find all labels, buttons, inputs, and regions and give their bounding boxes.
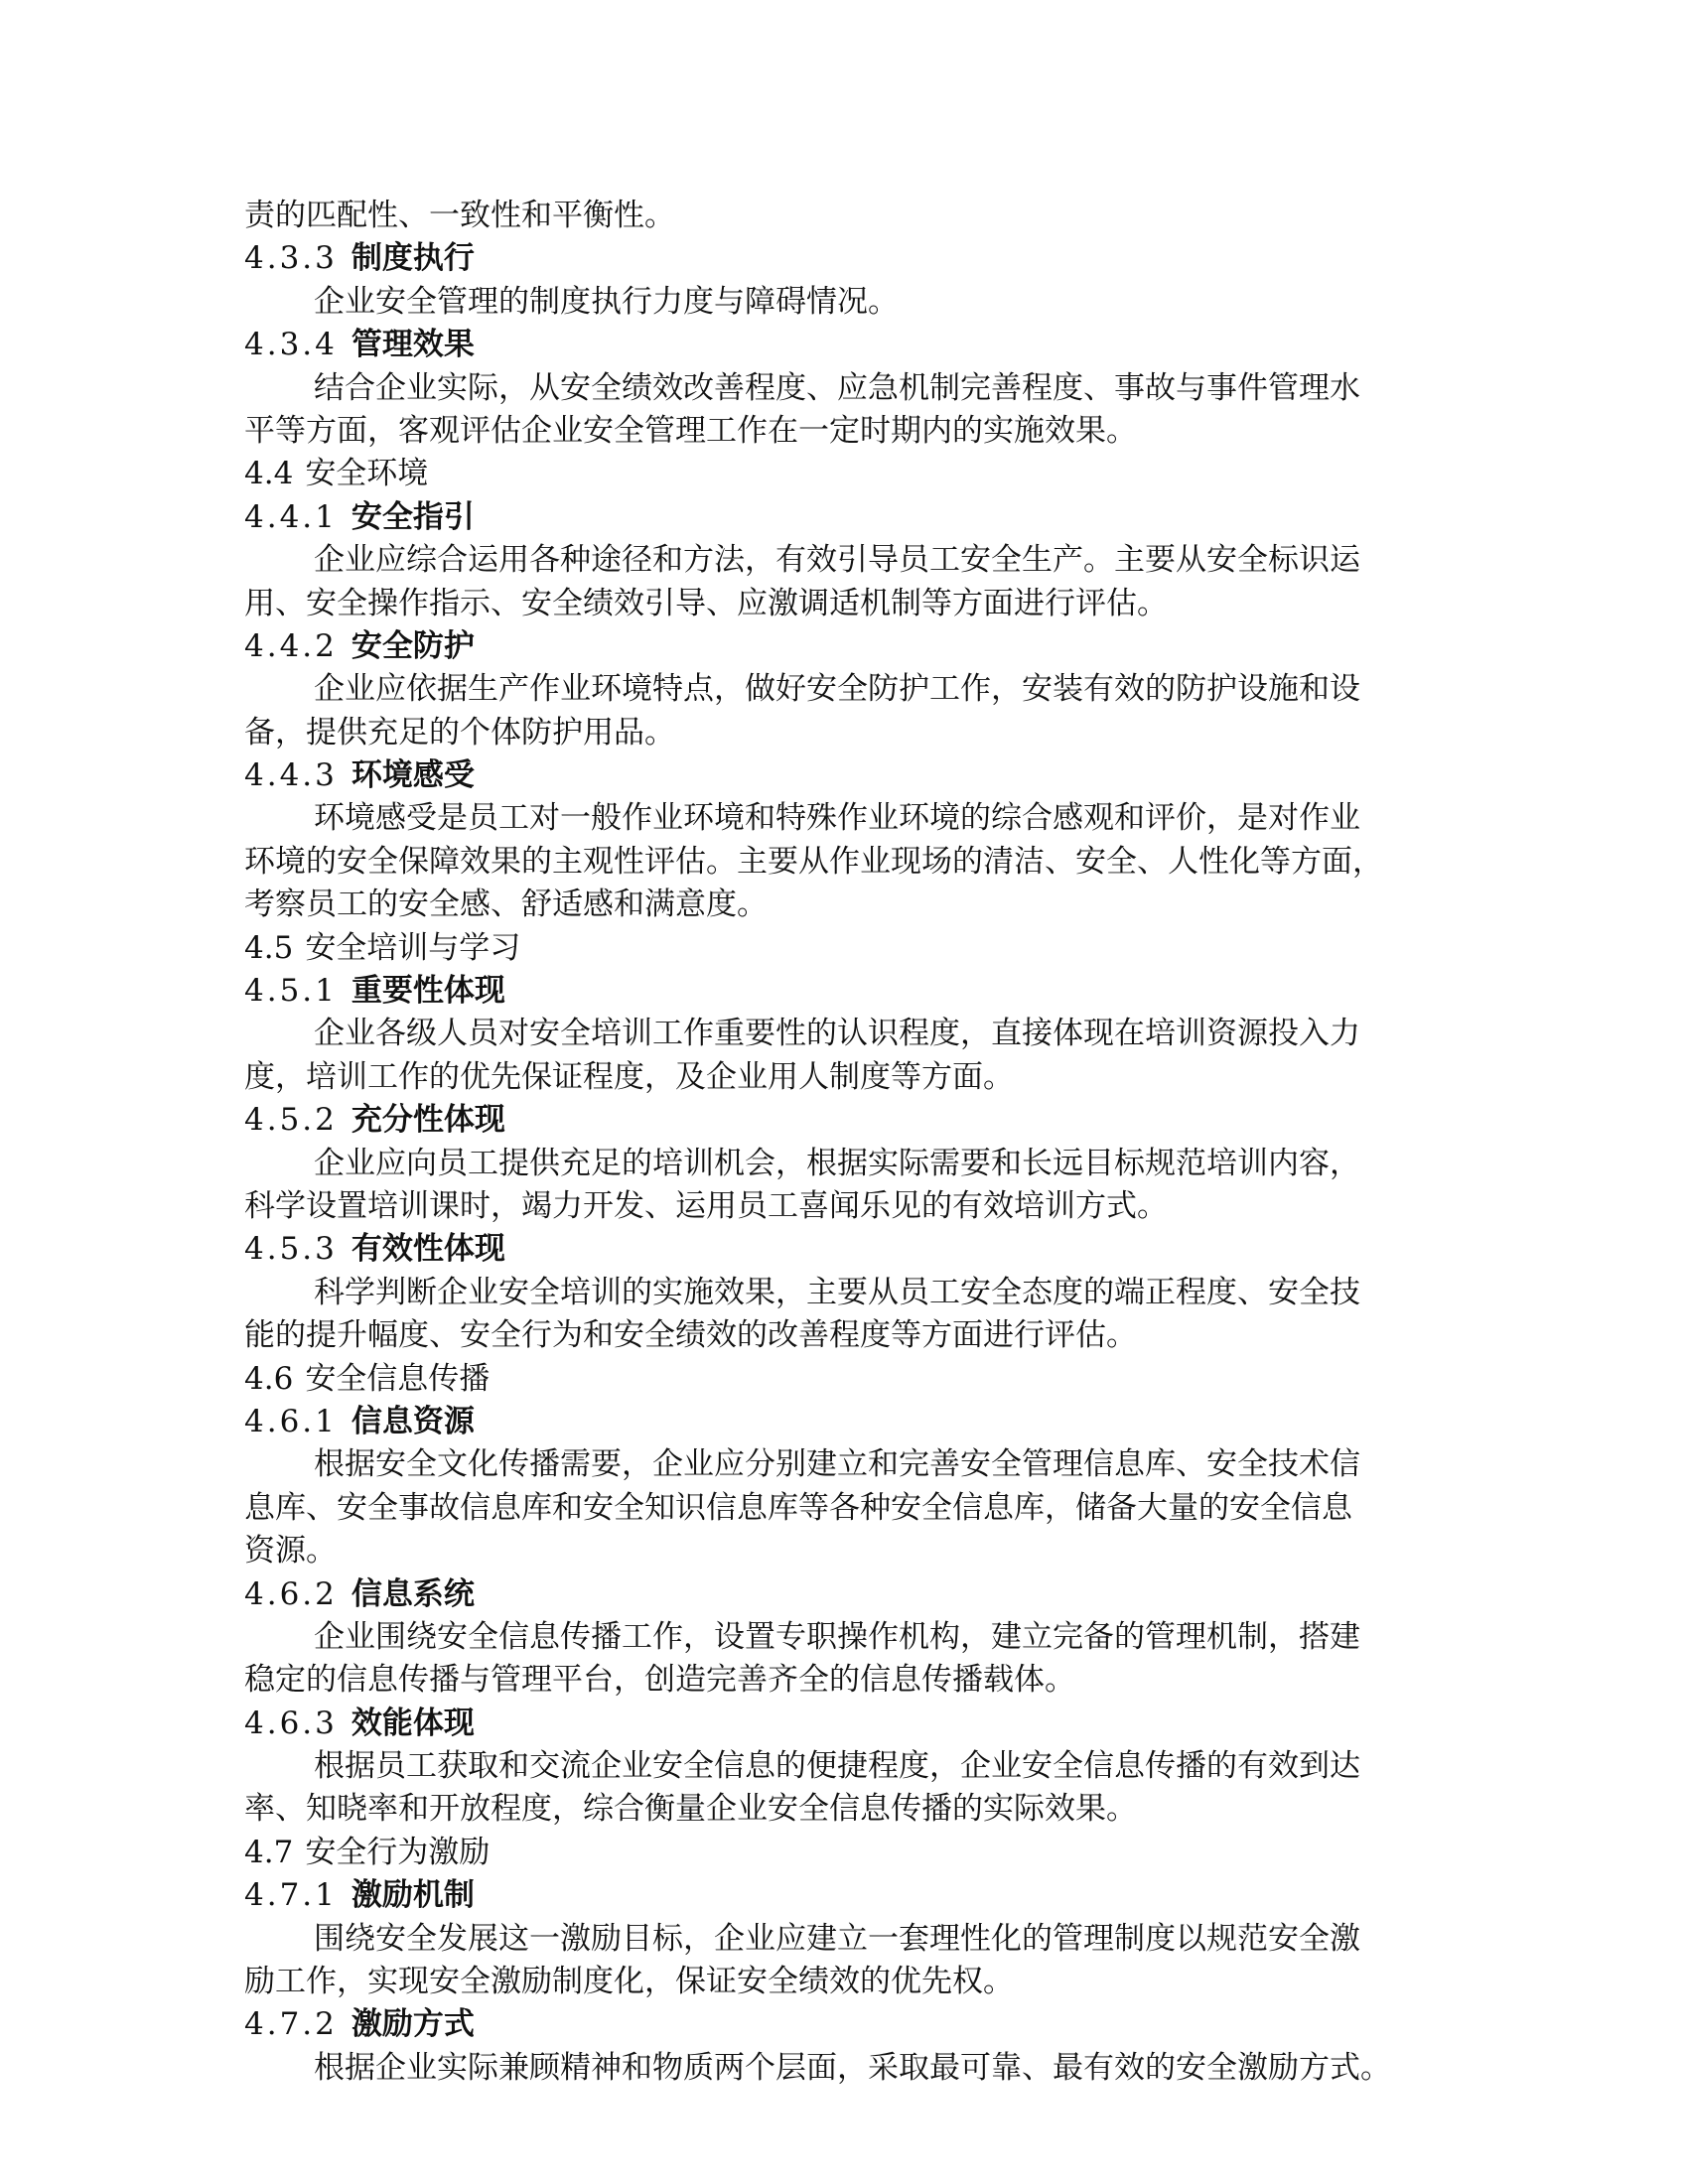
paragraph-line: 根据安全文化传播需要，企业应分别建立和完善安全管理信息库、安全技术信 [314, 1446, 1360, 1483]
heading-title: 重要性体现 [351, 973, 505, 1010]
subsection-heading [244, 754, 1452, 797]
paragraph-line: 率、知晓率和开放程度，综合衡量企业安全信息传播的实际效果。 [244, 1791, 1137, 1828]
heading-title: 有效性体现 [351, 1231, 505, 1268]
heading-number: 4.7.1 [244, 1877, 338, 1914]
paragraph-line: 能的提升幅度、安全行为和安全绩效的改善程度等方面进行评估。 [244, 1317, 1137, 1354]
section-heading [244, 453, 1452, 495]
heading-number: 4.6.3 [244, 1705, 338, 1741]
heading-title: 信息资源 [351, 1403, 475, 1439]
heading-title: 激励机制 [351, 1877, 475, 1914]
heading-number: 4.5.2 [244, 1102, 338, 1139]
subsection-heading [244, 237, 1452, 280]
paragraph [244, 1918, 1452, 2004]
heading-title: 安全指引 [351, 498, 475, 535]
paragraph [244, 281, 1452, 324]
paragraph-line: 平等方面，客观评估企业安全管理工作在一定时期内的实施效果。 [244, 412, 1137, 449]
subsection-heading [244, 1874, 1452, 1917]
paragraph-line: 备，提供充足的个体防护用品。 [244, 714, 675, 751]
heading-number: 4.5.1 [244, 973, 338, 1010]
heading-title: 安全行为激励 [305, 1834, 491, 1870]
heading-title: 信息系统 [351, 1575, 475, 1612]
subsection-heading [244, 324, 1452, 366]
subsection-heading [244, 2003, 1452, 2046]
heading-number: 4.4.1 [244, 498, 338, 535]
heading-number: 4.3.4 [244, 327, 338, 363]
heading-title: 充分性体现 [351, 1102, 505, 1139]
paragraph [244, 195, 1452, 237]
paragraph-line: 科学设置培训课时，竭力开发、运用员工喜闻乐见的有效培训方式。 [244, 1187, 1168, 1224]
heading-title: 安全防护 [351, 627, 475, 664]
paragraph-line: 度，培训工作的优先保证程度，及企业用人制度等方面。 [244, 1058, 1014, 1095]
heading-number: 4.5.3 [244, 1231, 338, 1268]
paragraph [244, 367, 1452, 454]
heading-title: 环境感受 [351, 757, 475, 794]
paragraph [244, 1143, 1452, 1229]
paragraph [244, 2047, 1452, 2090]
paragraph-line: 科学判断企业安全培训的实施效果，主要从员工安全态度的端正程度、安全技 [314, 1274, 1360, 1310]
paragraph-line: 资源。 [244, 1533, 337, 1570]
heading-number: 4.6 [244, 1360, 294, 1397]
heading-number: 4.6.1 [244, 1403, 338, 1439]
heading-title: 效能体现 [351, 1705, 475, 1741]
paragraph [244, 1013, 1452, 1099]
paragraph [244, 668, 1452, 754]
paragraph-line: 环境感受是员工对一般作业环境和特殊作业环境的综合感观和评价，是对作业 [314, 800, 1360, 837]
paragraph [244, 539, 1452, 625]
paragraph-line: 结合企业实际，从安全绩效改善程度、应急机制完善程度、事故与事件管理水 [314, 369, 1360, 406]
subsection-heading [244, 1573, 1452, 1616]
paragraph-line: 企业安全管理的制度执行力度与障碍情况。 [314, 283, 899, 320]
paragraph-line: 企业应向员工提供充足的培训机会，根据实际需要和长远目标规范培训内容， [314, 1145, 1360, 1181]
heading-title: 激励方式 [351, 2006, 475, 2043]
paragraph-line: 企业应依据生产作业环境特点，做好安全防护工作，安装有效的防护设施和设 [314, 671, 1360, 708]
paragraph-line: 根据企业实际兼顾精神和物质两个层面，采取最可靠、最有效的安全激励方式。 [314, 2049, 1391, 2086]
heading-title: 管理效果 [351, 327, 475, 363]
heading-number: 4.4.3 [244, 757, 338, 794]
section-heading [244, 1832, 1452, 1874]
paragraph-line: 企业各级人员对安全培训工作重要性的认识程度，直接体现在培训资源投入力 [314, 1016, 1360, 1052]
paragraph-line: 励工作，实现安全激励制度化，保证安全绩效的优先权。 [244, 1964, 1014, 2000]
paragraph-line: 环境的安全保障效果的主观性评估。主要从作业现场的清洁、安全、人性化等方面， [244, 843, 1383, 880]
heading-number: 4.7.2 [244, 2006, 338, 2043]
heading-number: 4.5 [244, 929, 294, 966]
heading-number: 4.7 [244, 1834, 294, 1870]
paragraph [244, 797, 1452, 926]
subsection-heading [244, 1099, 1452, 1142]
paragraph [244, 1745, 1452, 1832]
paragraph-line: 根据员工获取和交流企业安全信息的便捷程度，企业安全信息传播的有效到达 [314, 1748, 1360, 1785]
subsection-heading [244, 1703, 1452, 1745]
subsection-heading [244, 970, 1452, 1013]
subsection-heading [244, 1228, 1452, 1271]
subsection-heading [244, 496, 1452, 539]
paragraph-line: 责的匹配性、一致性和平衡性。 [244, 198, 675, 233]
paragraph-line: 围绕安全发展这一激励目标，企业应建立一套理性化的管理制度以规范安全激 [314, 1920, 1360, 1957]
section-heading [244, 1358, 1452, 1401]
heading-number: 4.4.2 [244, 627, 338, 664]
subsection-heading [244, 1401, 1452, 1443]
document-page [244, 195, 1452, 2090]
heading-title: 安全信息传播 [305, 1360, 491, 1397]
heading-number: 4.3.3 [244, 240, 338, 277]
paragraph [244, 1616, 1452, 1703]
paragraph-line: 息库、安全事故信息库和安全知识信息库等各种安全信息库，储备大量的安全信息 [244, 1489, 1352, 1526]
paragraph-line: 考察员工的安全感、舒适感和满意度。 [244, 887, 768, 923]
heading-title: 安全培训与学习 [305, 929, 521, 966]
paragraph-line: 企业围绕安全信息传播工作，设置专职操作机构，建立完备的管理机制，搭建 [314, 1618, 1360, 1655]
heading-title: 制度执行 [351, 240, 475, 277]
subsection-heading [244, 625, 1452, 668]
heading-title: 安全环境 [305, 456, 429, 492]
heading-number: 4.4 [244, 456, 294, 492]
section-heading [244, 927, 1452, 970]
paragraph-line: 企业应综合运用各种途径和方法，有效引导员工安全生产。主要从安全标识运 [314, 542, 1360, 579]
paragraph [244, 1272, 1452, 1358]
paragraph-line: 用、安全操作指示、安全绩效引导、应激调适机制等方面进行评估。 [244, 585, 1168, 621]
paragraph-line: 稳定的信息传播与管理平台，创造完善齐全的信息传播载体。 [244, 1662, 1075, 1699]
heading-number: 4.6.2 [244, 1575, 338, 1612]
paragraph [244, 1443, 1452, 1572]
